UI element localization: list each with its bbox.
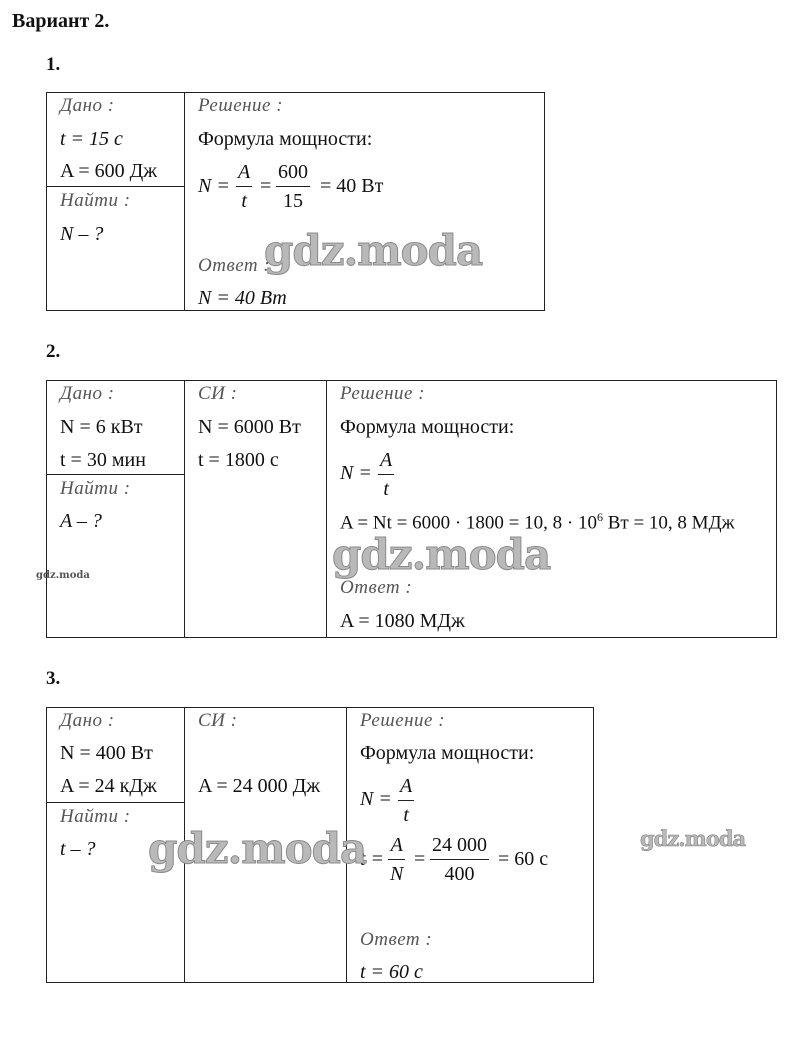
problem-2-calc-tail: Вт = 10, 8 МДж: [602, 512, 735, 534]
problem-2-calc-main: A = Nt = 6000 · 1800 = 10, 8 · 10: [340, 512, 597, 534]
problem-2-find-header: Найти :: [60, 478, 131, 499]
problem-3-fraction-num: A: [398, 772, 414, 801]
page-title: Вариант 2.: [12, 10, 110, 32]
problem-2-given-header: Дано :: [60, 383, 115, 404]
problem-3-fraction-3-num: 24 000: [430, 831, 489, 860]
problem-2-given-1: N = 6 кВт: [60, 416, 143, 438]
problem-1-divider: [184, 92, 185, 311]
problem-1-given-2: A = 600 Дж: [60, 160, 158, 182]
problem-1-fraction-1: [236, 158, 252, 215]
problem-2-given-divider: [46, 474, 185, 475]
problem-3-formula2-lhs: t =: [360, 848, 385, 870]
problem-2-divider-1: [184, 380, 185, 638]
watermark: gdz.moda: [332, 530, 551, 579]
problem-1-fraction-2-num: 600: [276, 158, 310, 187]
problem-3-fraction-3-den: 400: [444, 863, 475, 885]
problem-2-fraction-num: A: [378, 446, 394, 475]
problem-3-given-2: A = 24 кДж: [60, 775, 157, 797]
problem-2-formula-lhs: N =: [340, 462, 372, 484]
problem-3-si-1: A = 24 000 Дж: [198, 775, 321, 797]
problem-2-formula-label: Формула мощности:: [340, 416, 515, 438]
problem-3-fraction-3: [430, 831, 489, 888]
problem-2-divider-2: [326, 380, 327, 638]
problem-2-number: 2.: [46, 341, 61, 362]
problem-3-number: 3.: [46, 668, 61, 689]
problem-3-given-header: Дано :: [60, 710, 115, 731]
problem-3-solution-header: Решение :: [360, 710, 446, 731]
problem-3-formula2-rhs: = 60 с: [498, 848, 549, 870]
problem-2-si-header: СИ :: [198, 383, 238, 404]
problem-3-fraction-2-den: N: [390, 863, 404, 885]
problem-2-given-2: t = 30 мин: [60, 449, 146, 471]
problem-1-formula-rhs: = 40 Вт: [320, 175, 384, 197]
problem-1-given-divider: [46, 186, 185, 187]
problem-1-fraction-2-den: 15: [283, 190, 303, 212]
problem-3-si-header: СИ :: [198, 710, 238, 731]
problem-1-formula-label: Формула мощности:: [198, 128, 373, 150]
problem-1-formula-eq: =: [260, 175, 272, 197]
problem-1-given-header: Дано :: [60, 95, 115, 116]
problem-1-number: 1.: [46, 54, 61, 75]
problem-1-formula-lhs: N =: [198, 175, 230, 197]
problem-3-formula-label: Формула мощности:: [360, 742, 535, 764]
problem-1-fraction-2: [276, 158, 310, 215]
problem-3-fraction: [398, 772, 414, 829]
problem-1-given-1: t = 15 с: [60, 128, 123, 150]
problem-2-si-2: t = 1800 с: [198, 449, 279, 471]
problem-3-find: t – ?: [60, 838, 96, 860]
problem-3-answer: t = 60 с: [360, 961, 423, 983]
watermark-side: gdz.moda: [640, 826, 746, 851]
problem-1-find: N – ?: [60, 223, 104, 245]
problem-3-fraction-den: t: [403, 804, 409, 826]
problem-2-calc-exp: 6: [596, 510, 603, 524]
watermark: gdz.moda: [264, 226, 483, 275]
problem-2-find: A – ?: [60, 510, 102, 532]
watermark-small: gdz.moda: [36, 570, 90, 581]
problem-3-answer-header: Ответ :: [360, 929, 433, 950]
problem-3-formula2-eq: =: [414, 848, 426, 870]
problem-3-find-header: Найти :: [60, 806, 131, 827]
problem-3-formula-lhs: N =: [360, 788, 392, 810]
problem-1-answer-header: Ответ :: [198, 255, 271, 276]
problem-1-fraction-1-num: A: [236, 158, 252, 187]
problem-2-answer-header: Ответ :: [340, 577, 413, 598]
watermark: gdz.moda: [148, 824, 367, 873]
problem-2-answer: A = 1080 МДж: [340, 610, 465, 632]
problem-1-find-header: Найти :: [60, 190, 131, 211]
problem-3-given-1: N = 400 Вт: [60, 742, 153, 764]
problem-2-fraction-den: t: [383, 478, 389, 500]
problem-2-si-1: N = 6000 Вт: [198, 416, 301, 438]
problem-1-fraction-1-den: t: [241, 190, 247, 212]
problem-1-solution-header: Решение :: [198, 95, 284, 116]
problem-3-fraction-2: [388, 831, 405, 888]
problem-2-solution-header: Решение :: [340, 383, 426, 404]
problem-2-fraction: [378, 446, 394, 503]
problem-3-given-divider: [46, 802, 185, 803]
problem-3-fraction-2-num: A: [388, 831, 405, 860]
problem-1-answer: N = 40 Вт: [198, 287, 287, 309]
